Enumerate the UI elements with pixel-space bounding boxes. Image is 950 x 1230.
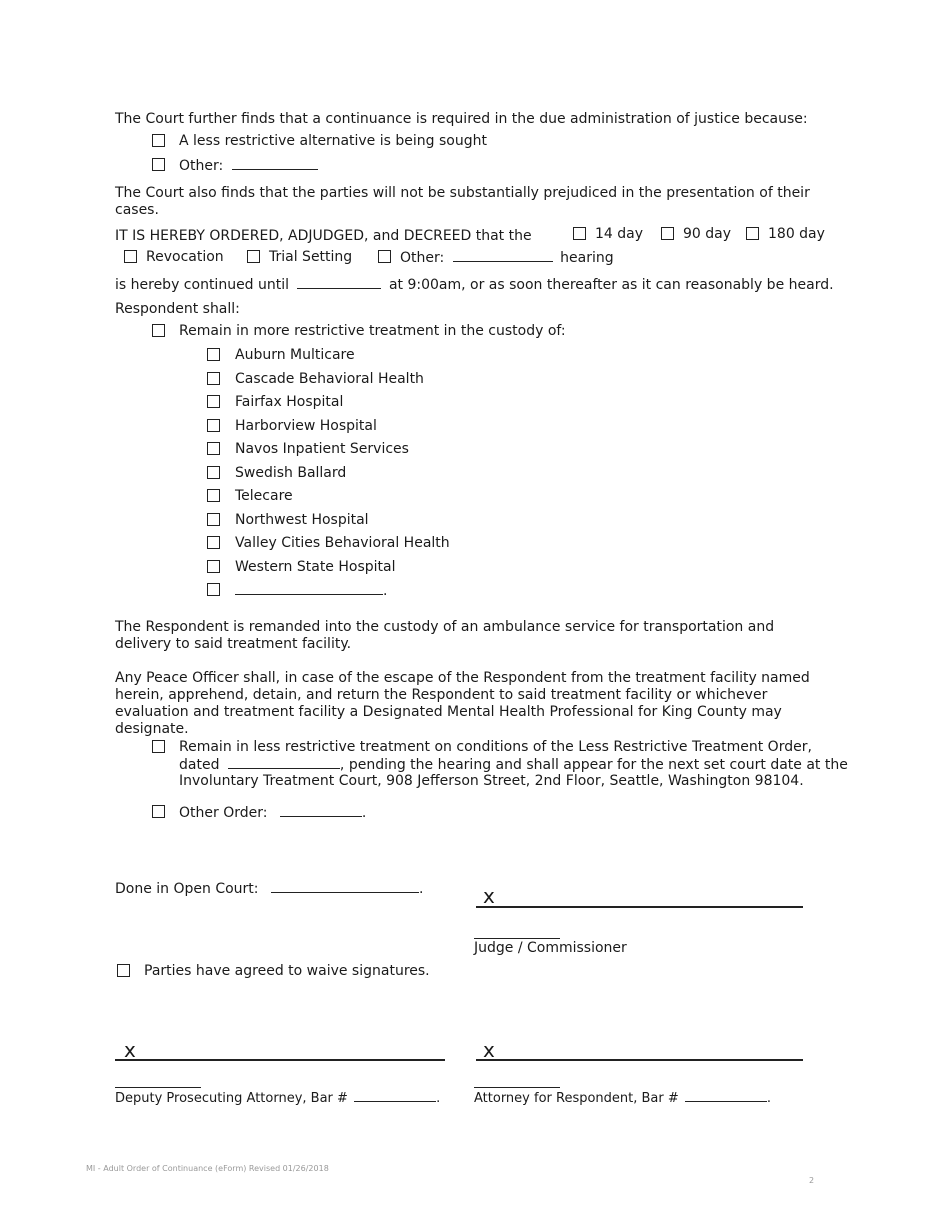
waive-signatures-checkbox[interactable] <box>117 964 130 977</box>
facility-other-period: . <box>383 583 388 599</box>
remain-less-line2 <box>179 756 848 774</box>
judge-signature-x: x <box>483 884 495 908</box>
respondent-attorney-signature-x: x <box>483 1038 495 1062</box>
peace-officer-text: Any Peace Officer shall, in case of the escape of the Respondent from the treatment facility named herein, apprehend, detain, and return the Respondent to said treatment facility or whichever evaluation and treatment facility a Designated Mental Health Professional for King County may designate. <box>115 670 810 737</box>
facility-other-field[interactable] <box>235 582 383 595</box>
remain-more-restrictive-checkbox[interactable] <box>152 324 165 337</box>
trial-setting-label: Trial Setting <box>269 249 353 265</box>
remanded-text: The Respondent is remanded into the custody of an ambulance service for transportation and delivery to said treatment facility. <box>115 619 775 652</box>
facility-item <box>207 441 607 465</box>
done-open-court-period: . <box>418 881 424 897</box>
facility-checkbox[interactable] <box>207 442 220 455</box>
facility-item-other <box>207 582 607 606</box>
facility-item <box>207 418 607 442</box>
facility-checkbox[interactable] <box>207 372 220 385</box>
facility-checkbox[interactable] <box>207 466 220 479</box>
footer-page-number: 2 <box>809 1176 815 1185</box>
done-open-court-label: Done in Open Court: <box>115 881 259 897</box>
prosecutor-signature-line[interactable] <box>115 1059 445 1061</box>
facility-label: Northwest Hospital <box>235 511 369 528</box>
reason-other-checkbox[interactable] <box>152 158 165 171</box>
reason-other-field[interactable] <box>232 157 318 170</box>
hearing-90-day-checkbox[interactable] <box>661 227 674 240</box>
hearing-180-day-checkbox[interactable] <box>746 227 759 240</box>
facility-list <box>207 347 607 606</box>
facility-checkbox[interactable] <box>207 419 220 432</box>
prosecutor-period: . <box>436 1091 441 1106</box>
hearing-other-label: Other: <box>400 250 445 266</box>
lrt-order-date-field[interactable] <box>228 756 340 769</box>
continued-date-field[interactable] <box>297 276 381 289</box>
prosecutor-row <box>115 1089 440 1107</box>
facility-other-checkbox[interactable] <box>207 583 220 596</box>
facility-item <box>207 347 607 371</box>
prosecutor-bar-field[interactable] <box>354 1089 436 1102</box>
reason-other-row <box>179 157 318 175</box>
revocation-label: Revocation <box>146 249 224 265</box>
hearing-other-row <box>400 249 614 267</box>
respondent-shall-heading: Respondent shall: <box>115 301 240 317</box>
hearing-180-day-label: 180 day <box>768 226 825 242</box>
hearing-other-field[interactable] <box>453 249 553 262</box>
other-order-field[interactable] <box>280 804 362 817</box>
other-order-label: Other Order: <box>179 805 268 821</box>
remain-less-line3: Involuntary Treatment Court, 908 Jefferson Street, 2nd Floor, Seattle, Washington 98104. <box>179 773 804 789</box>
hearing-word: hearing <box>560 250 614 266</box>
facility-item <box>207 488 607 512</box>
facility-item <box>207 559 607 583</box>
other-order-period: . <box>361 805 367 821</box>
respondent-attorney-bar-field[interactable] <box>685 1089 767 1102</box>
facility-item <box>207 465 607 489</box>
facility-label: Harborview Hospital <box>235 417 377 434</box>
facility-checkbox[interactable] <box>207 489 220 502</box>
facility-label: Telecare <box>235 488 293 504</box>
facility-label: Cascade Behavioral Health <box>235 370 424 387</box>
hearing-14-day-checkbox[interactable] <box>573 227 586 240</box>
less-restrictive-label: A less restrictive alternative is being sought <box>179 133 487 149</box>
facility-item <box>207 394 607 418</box>
respondent-attorney-name-line[interactable] <box>474 1087 560 1088</box>
respondent-attorney-signature-line[interactable] <box>476 1059 803 1061</box>
findings-intro: The Court further finds that a continuance is required in the due administration of justice because: <box>115 111 808 127</box>
hearing-90-day-label: 90 day <box>683 226 732 242</box>
judge-signature-line[interactable] <box>476 906 803 908</box>
hearing-other-checkbox[interactable] <box>378 250 391 263</box>
respondent-attorney-period: . <box>766 1091 772 1106</box>
facility-item <box>207 535 607 559</box>
dated-label: dated <box>179 757 220 773</box>
no-prejudice-text: The Court also finds that the parties will not be substantially prejudiced in the presentation of their cases. <box>115 185 810 218</box>
prosecutor-name-line[interactable] <box>115 1087 201 1088</box>
facility-checkbox[interactable] <box>207 536 220 549</box>
reason-other-label: Other: <box>179 158 224 174</box>
footer-form-title: MI - Adult Order of Continuance (eForm) Revised 01/26/2018 <box>86 1164 329 1173</box>
other-order-checkbox[interactable] <box>152 805 165 818</box>
facility-label: Western State Hospital <box>235 558 396 575</box>
remain-less-line2-post: , pending the hearing and shall appear for the next set court date at the <box>339 757 848 773</box>
facility-checkbox[interactable] <box>207 348 220 361</box>
remain-less-line1: Remain in less restrictive treatment on conditions of the Less Restrictive Treatment Order, <box>179 739 812 755</box>
waive-signatures-label: Parties have agreed to waive signatures. <box>144 963 430 979</box>
trial-setting-checkbox[interactable] <box>247 250 260 263</box>
revocation-checkbox[interactable] <box>124 250 137 263</box>
continued-until-row <box>115 276 834 294</box>
facility-item <box>207 512 607 536</box>
remain-more-restrictive-label: Remain in more restrictive treatment in the custody of: <box>179 323 566 339</box>
facility-label: Swedish Ballard <box>235 464 347 481</box>
less-restrictive-checkbox[interactable] <box>152 134 165 147</box>
continued-time-text: at 9:00am, or as soon thereafter as it can reasonably be heard. <box>388 277 834 293</box>
facility-checkbox[interactable] <box>207 560 220 573</box>
prosecutor-signature-x: x <box>124 1038 136 1062</box>
facility-label: Auburn Multicare <box>235 347 355 363</box>
respondent-attorney-row <box>474 1089 771 1107</box>
facility-label: Fairfax Hospital <box>235 394 344 410</box>
facility-label: Navos Inpatient Services <box>235 441 409 457</box>
done-open-court-date-field[interactable] <box>271 880 419 893</box>
ordered-intro: IT IS HEREBY ORDERED, ADJUDGED, and DECREED that the <box>115 228 532 244</box>
remain-less-restrictive-checkbox[interactable] <box>152 740 165 753</box>
facility-item <box>207 371 607 395</box>
prosecutor-label: Deputy Prosecuting Attorney, Bar # <box>115 1091 348 1106</box>
done-open-court-row <box>115 880 423 898</box>
judge-name-line[interactable] <box>474 938 560 939</box>
continued-until-label: is hereby continued until <box>115 277 290 293</box>
judge-commissioner-label: Judge / Commissioner <box>474 940 627 956</box>
facility-checkbox[interactable] <box>207 395 220 408</box>
facility-label: Valley Cities Behavioral Health <box>235 535 450 551</box>
other-order-row <box>179 804 366 822</box>
hearing-14-day-label: 14 day <box>595 226 644 242</box>
facility-checkbox[interactable] <box>207 513 220 526</box>
respondent-attorney-label: Attorney for Respondent, Bar # <box>474 1091 679 1106</box>
facility-other-row <box>235 582 387 600</box>
